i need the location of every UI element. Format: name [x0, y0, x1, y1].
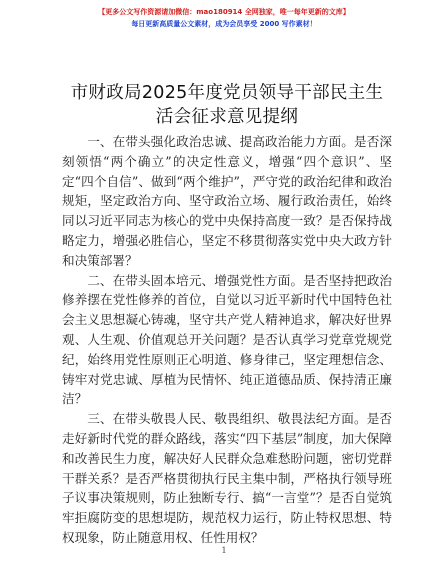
paragraph-1: 一、在带头强化政治忠诚、提高政治能力方面。是否深刻领悟“两个确立”的决定性意义，增强“四个意识”、坚定“四个自信”、做到“两个维护”，严守党的政治纪律和政治规矩，坚定政治方向、坚守政治立场、履行政治责任，始终同以习近平同志为核心的党中央保持高度一致？是否保持战略定力，增强必胜信心，坚定不移贯彻落实党中央大政方针和决策部署？	[62, 134, 392, 268]
document-body	[62, 132, 392, 548]
promo-banner-line1: 【更多公文写作资源请加微信：mao180914 全网独家，唯一每年更新的文库】	[98, 8, 350, 16]
page-number: 1	[221, 546, 227, 555]
promo-banner-line2: 每日更新高质量公文素材，成为会员享受 2000 写作素材！	[131, 20, 317, 28]
paragraph-3: 三、在带头敬畏人民、敬畏组织、敬畏法纪方面。是否走好新时代党的群众路线，落实“四下基层”制度，加大保障和改善民生力度，解决好人民群众急难愁盼问题，密切党群干群关系？是否严格贯彻执行民主集中制，严格执行领导班子议事决策规则，防止独断专行、搞“一言堂”？是否自觉筑牢拒腐防变的思想堤防，规范权力运行，防止特权思想、特权现象，防止随意用权、任性用权？	[62, 411, 392, 545]
paragraph-2: 二、在带头固本培元、增强党性方面。是否坚持把政治修养摆在党性修养的首位，自觉以习近平新时代中国特色社会主义思想凝心铸魂，坚守共产党人精神追求，解决好世界观、人生观、价值观总开关问题？是否认真学习党章党规党纪，始终用党性原则正心明道、修身律己，坚定理想信念、铸牢对党忠诚、厚植为民情怀、纯正道德品质、保持清正廉洁？	[62, 272, 392, 407]
document-title: 市财政局2025年度党员领导干部民主生活会征求意见提纲	[70, 83, 384, 127]
promo-banner	[0, 6, 448, 30]
